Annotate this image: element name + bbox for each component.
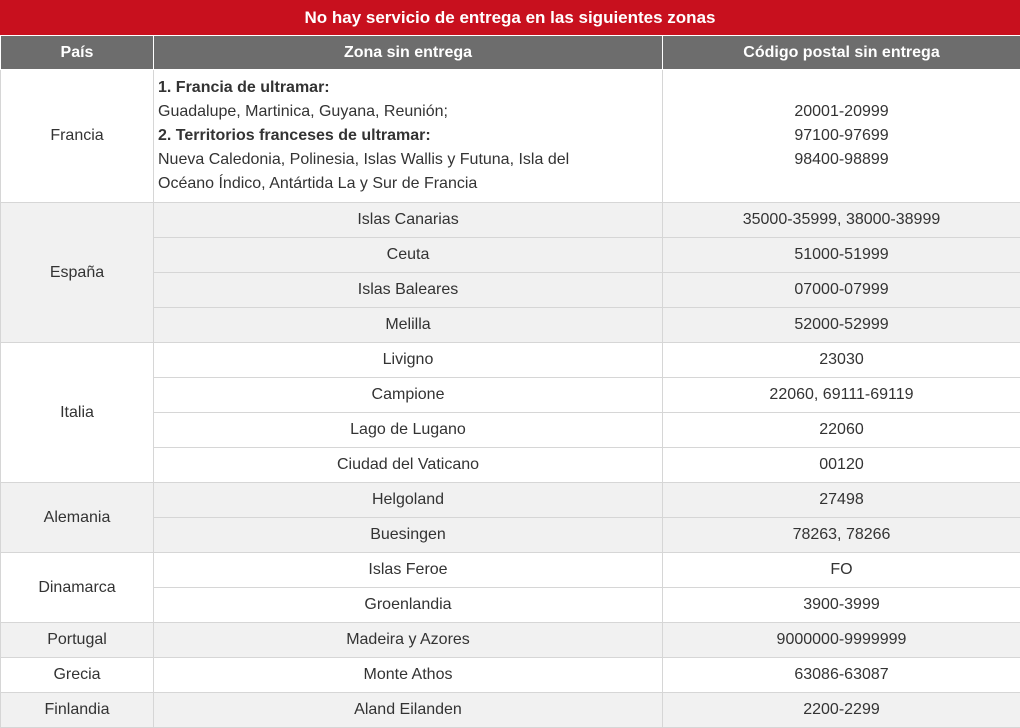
table-row — [1, 518, 1020, 553]
postal-line: 98400-98899 — [663, 148, 1020, 172]
postal-cell: 35000-35999, 38000-38999 — [663, 203, 1020, 238]
table-row — [1, 588, 1020, 623]
zone-cell: Groenlandia — [154, 588, 663, 623]
table-row — [1, 378, 1020, 413]
zone-cell: Monte Athos — [154, 658, 663, 693]
table-row — [1, 693, 1020, 728]
zone-line: 2. Territorios franceses de ultramar: — [158, 124, 658, 148]
zone-cell: Melilla — [154, 308, 663, 343]
table-row — [1, 238, 1020, 273]
country-cell: Grecia — [1, 658, 154, 693]
table-row — [1, 273, 1020, 308]
country-cell: Dinamarca — [1, 553, 154, 623]
table-row — [1, 413, 1020, 448]
postal-cell: 23030 — [663, 343, 1020, 378]
zone-line: Nueva Caledonia, Polinesia, Islas Wallis y Futuna, Isla del — [158, 148, 658, 172]
table-row — [1, 203, 1020, 238]
country-cell: Alemania — [1, 483, 154, 553]
zone-cell: Ciudad del Vaticano — [154, 448, 663, 483]
country-cell: España — [1, 203, 154, 343]
postal-cell: 52000-52999 — [663, 308, 1020, 343]
country-cell: Portugal — [1, 623, 154, 658]
table-row — [1, 448, 1020, 483]
table-row — [1, 483, 1020, 518]
country-cell: Finlandia — [1, 693, 154, 728]
postal-cell: 2200-2299 — [663, 693, 1020, 728]
zone-cell: Islas Feroe — [154, 553, 663, 588]
postal-cell: 22060 — [663, 413, 1020, 448]
table-row — [1, 553, 1020, 588]
table-row-francia — [1, 70, 1020, 203]
header-postal: Código postal sin entrega — [663, 36, 1020, 70]
postal-line: 20001-20999 — [663, 100, 1020, 124]
banner-title: No hay servicio de entrega en las siguientes zonas — [0, 0, 1020, 35]
postal-cell: 22060, 69111-69119 — [663, 378, 1020, 413]
table-header-row — [1, 36, 1020, 70]
postal-cell: 00120 — [663, 448, 1020, 483]
zone-line: Guadalupe, Martinica, Guyana, Reunión; — [158, 100, 658, 124]
table-row — [1, 623, 1020, 658]
zone-cell: Livigno — [154, 343, 663, 378]
zone-line: 1. Francia de ultramar: — [158, 76, 658, 100]
postal-cell: 07000-07999 — [663, 273, 1020, 308]
country-cell: Italia — [1, 343, 154, 483]
table-row — [1, 658, 1020, 693]
zone-cell: Islas Canarias — [154, 203, 663, 238]
zone-line: Océano Índico, Antártida La y Sur de Francia — [158, 172, 658, 196]
postal-cell: 51000-51999 — [663, 238, 1020, 273]
postal-cell: 63086-63087 — [663, 658, 1020, 693]
zone-cell: Ceuta — [154, 238, 663, 273]
postal-cell: FO — [663, 553, 1020, 588]
zone-cell: Madeira y Azores — [154, 623, 663, 658]
table-row — [1, 343, 1020, 378]
zone-cell: Lago de Lugano — [154, 413, 663, 448]
zone-cell: Buesingen — [154, 518, 663, 553]
delivery-zones-table — [0, 35, 1020, 728]
postal-line: 97100-97699 — [663, 124, 1020, 148]
country-cell: Francia — [1, 70, 154, 203]
postal-cell: 27498 — [663, 483, 1020, 518]
zone-cell: Islas Baleares — [154, 273, 663, 308]
postal-cell: 78263, 78266 — [663, 518, 1020, 553]
zone-cell: Aland Eilanden — [154, 693, 663, 728]
postal-cell — [663, 70, 1020, 203]
table-row — [1, 308, 1020, 343]
zone-cell: Campione — [154, 378, 663, 413]
zone-cell: Helgoland — [154, 483, 663, 518]
zone-cell — [154, 70, 663, 203]
header-zone: Zona sin entrega — [154, 36, 663, 70]
postal-cell: 3900-3999 — [663, 588, 1020, 623]
postal-cell: 9000000-9999999 — [663, 623, 1020, 658]
table-body — [1, 70, 1020, 728]
header-country: País — [1, 36, 154, 70]
